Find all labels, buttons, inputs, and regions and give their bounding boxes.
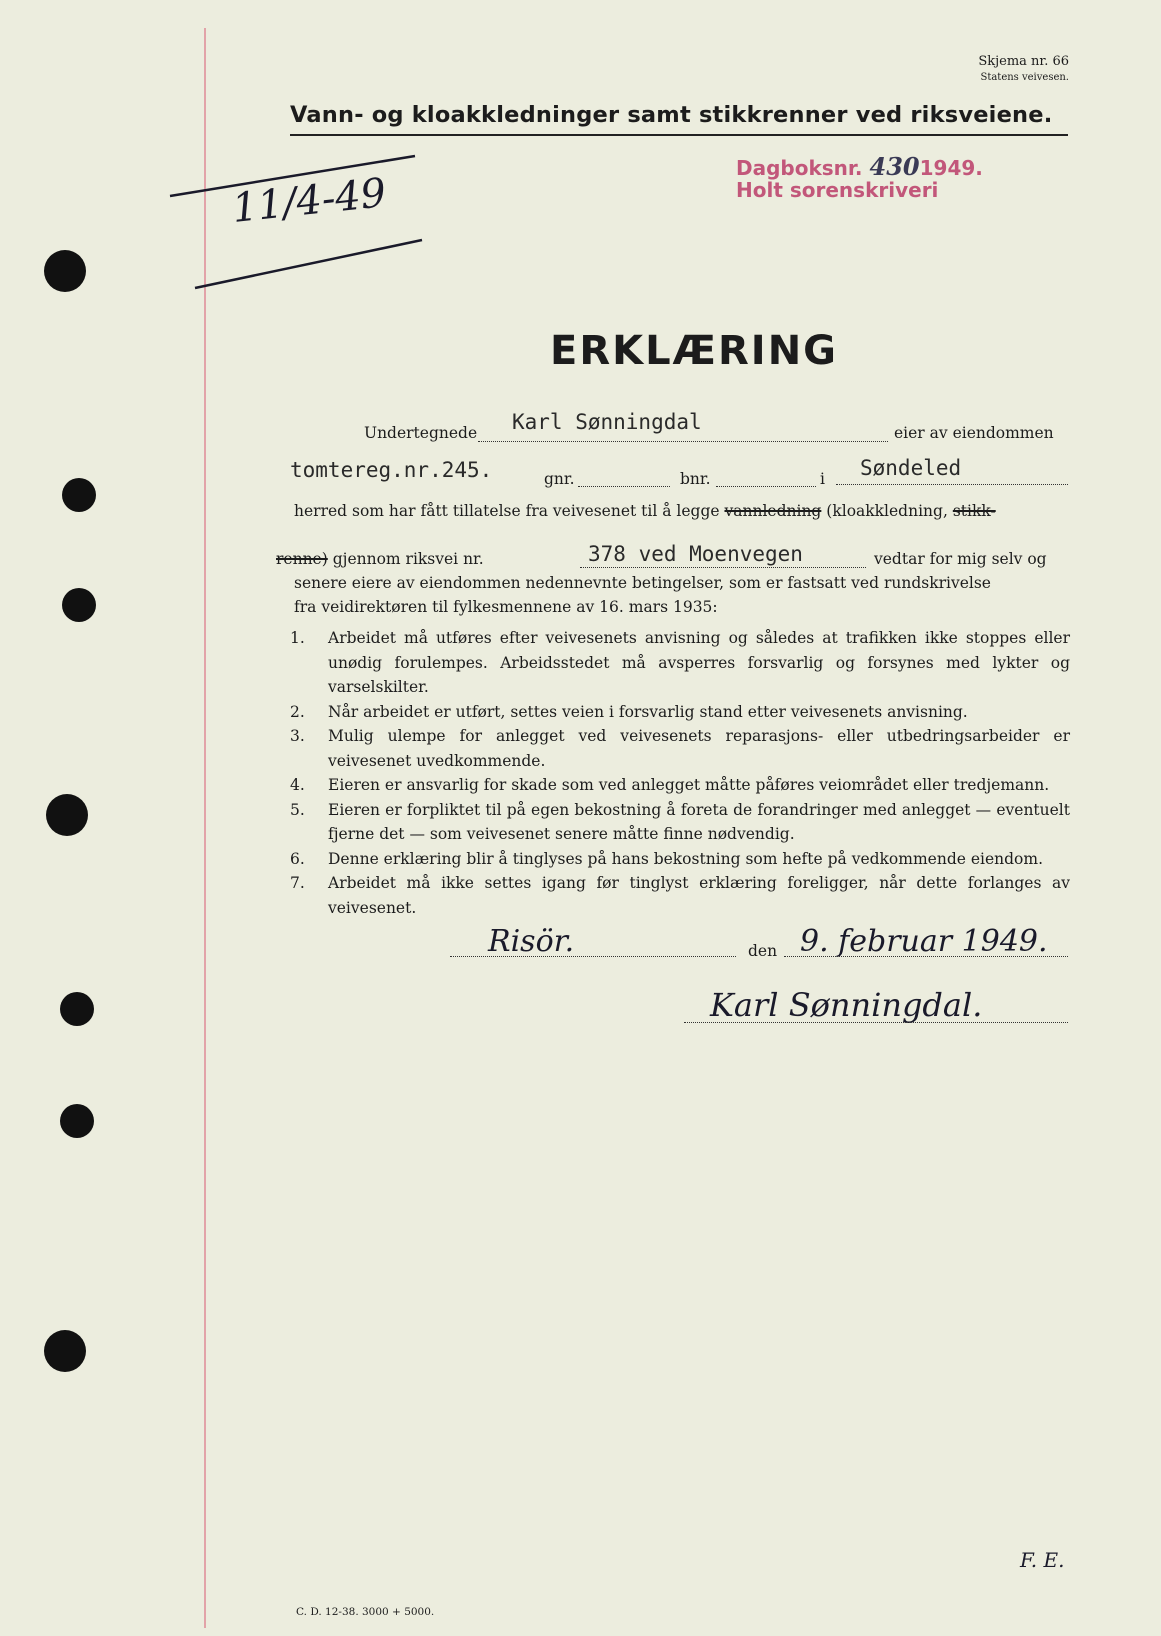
location-value: Søndeled	[860, 456, 962, 480]
initials: F. E.	[1020, 1548, 1065, 1572]
signature-name: Karl Sønningdal.	[710, 986, 983, 1024]
vedtar-text: vedtar for mig selv og	[874, 550, 1047, 568]
struck-renne: renne)	[276, 550, 328, 568]
fill-line	[578, 486, 670, 487]
registry-stamp	[736, 152, 983, 202]
senere-line: senere eiere av eiendommen nedennevnte betingelser, som er fastsatt ved rundskrivelse	[294, 574, 991, 592]
road-value: 378 ved Moenvegen	[588, 542, 803, 566]
punch-hole	[60, 1104, 94, 1138]
form-number-block	[978, 54, 1069, 86]
form-issuer: Statens veivesen.	[980, 72, 1069, 83]
bnr-label: bnr.	[680, 470, 711, 488]
punch-hole	[46, 794, 88, 836]
kloakk-text: (kloakkledning,	[826, 502, 948, 520]
i-label: i	[820, 470, 825, 488]
herred-text: herred som har fått tillatelse fra veivesenet til å legge	[294, 502, 720, 520]
struck-vannledning: vannledning	[724, 502, 822, 520]
form-title: Vann- og kloakkledninger samt stikkrenner ved riksveiene.	[290, 102, 1053, 128]
fill-line	[478, 441, 888, 442]
stamp-prefix: Dagboksnr.	[736, 156, 863, 180]
conditions-list	[290, 626, 1070, 920]
print-footer: C. D. 12-38. 3000 + 5000.	[296, 1606, 435, 1618]
stamp-number: 430	[869, 152, 920, 181]
list-item: 3. Mulig ulempe for anlegget ved veivesenets reparasjons- eller utbedringsarbeider er veivesenet uvedkommende.	[290, 727, 1070, 770]
undertegnede-value: Karl Sønningdal	[512, 410, 702, 434]
signature-place: Risör.	[488, 924, 575, 959]
stamp-year: 1949.	[919, 156, 983, 180]
list-item: 4. Eieren er ansvarlig for skade som ved anlegget måtte påføres veiområdet eller tredjemann.	[290, 776, 1050, 794]
list-item: 6. Denne erklæring blir å tinglyses på hans bekostning som hefte på vedkommende eiendom.	[290, 849, 1044, 868]
form-number: Skjema nr. 66	[978, 54, 1069, 69]
fill-line	[836, 484, 1068, 485]
struck-stikk: stikk-	[952, 502, 996, 520]
signature-line	[684, 1022, 1068, 1023]
punch-hole	[44, 250, 86, 292]
list-item: 2. Når arbeidet er utført, settes veien i forsvarlig stand etter veivesenets anvisning.	[290, 702, 968, 721]
eier-label: eier av eiendommen	[894, 424, 1054, 442]
list-item: 7. Arbeidet må ikke settes igang før tinglyst erklæring foreligger, når dette forlanges av veivesenet.	[290, 874, 1070, 917]
fill-line	[784, 956, 1068, 957]
punch-hole	[62, 478, 96, 512]
undertegnede-label: Undertegnede	[364, 424, 478, 442]
fill-line	[716, 486, 816, 487]
signature-date: 9. februar 1949.	[800, 924, 1048, 959]
stamp-office: Holt sorenskriveri	[736, 178, 939, 202]
list-item: 5. Eieren er forpliktet til på egen bekostning å foreta de forandringer med anlegget — eventuelt fjerne det — som veivesenet senere måtte finne nødvendig.	[290, 800, 1070, 843]
fill-line	[450, 956, 736, 957]
punch-hole	[44, 1330, 86, 1372]
fill-line	[580, 567, 866, 568]
gjennom-text: gjennom riksvei nr.	[332, 550, 484, 568]
punch-hole	[60, 992, 94, 1026]
list-item: 1. Arbeidet må utføres efter veivesenets anvisning og således at trafikken ikke stoppes eller unødig forulempes. Arbeidsstedet må avsperres forsvarlig og forsynes med lykter og varselskilter.	[290, 629, 1070, 696]
document-heading: ERKLÆRING	[550, 328, 838, 374]
gjennom-line	[276, 550, 484, 568]
gnr-label: gnr.	[544, 470, 575, 488]
herred-line	[294, 502, 1068, 520]
property-value: tomtereg.nr.245.	[290, 458, 493, 482]
punch-hole	[62, 588, 96, 622]
den-label: den	[748, 942, 778, 960]
title-rule	[290, 134, 1068, 136]
fra-line: fra veidirektøren til fylkesmennene av 16. mars 1935:	[294, 598, 718, 616]
handwritten-date: 11/4-49	[230, 170, 389, 232]
